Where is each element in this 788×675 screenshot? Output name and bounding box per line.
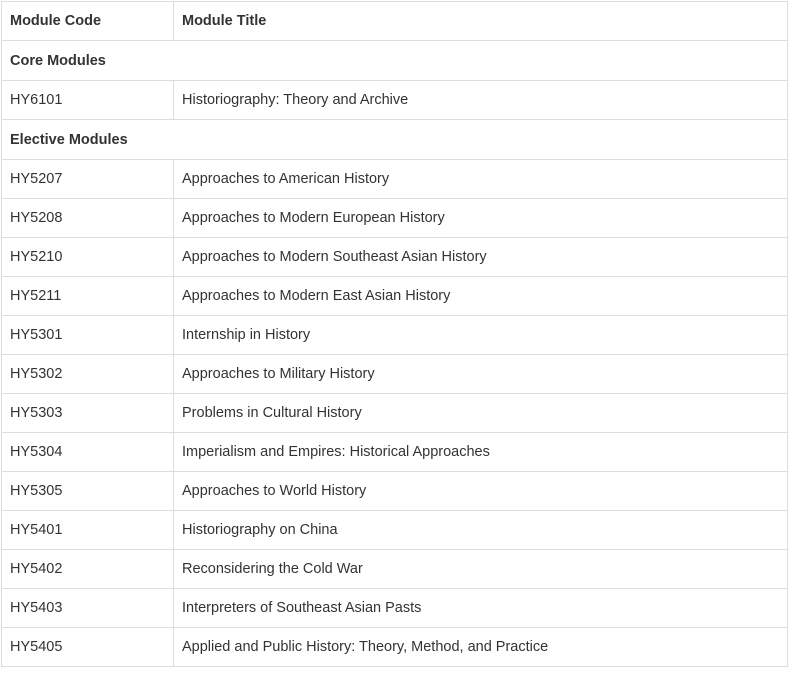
- table-row: [2, 550, 788, 589]
- table-row: [2, 355, 788, 394]
- section-heading-row-elective-modules: [2, 120, 788, 160]
- module-title-cell: Reconsidering the Cold War: [174, 550, 788, 589]
- module-title-cell: Historiography on China: [174, 511, 788, 550]
- module-title-cell: Approaches to Modern Southeast Asian History: [174, 238, 788, 277]
- section-heading: Core Modules: [2, 41, 788, 81]
- module-code-cell: HY5208: [2, 199, 174, 238]
- table-body: [2, 41, 788, 667]
- table-row: [2, 472, 788, 511]
- module-title-cell: Approaches to Modern European History: [174, 199, 788, 238]
- module-title-cell: Approaches to World History: [174, 472, 788, 511]
- table-row: [2, 277, 788, 316]
- module-code-cell: HY5210: [2, 238, 174, 277]
- module-title-cell: Approaches to Military History: [174, 355, 788, 394]
- module-title-cell: Historiography: Theory and Archive: [174, 81, 788, 120]
- table-row: [2, 589, 788, 628]
- module-title-cell: Internship in History: [174, 316, 788, 355]
- column-header-module-title: Module Title: [174, 2, 788, 41]
- table-row: [2, 511, 788, 550]
- module-code-cell: HY5211: [2, 277, 174, 316]
- header-row: [2, 2, 788, 41]
- table-row: [2, 238, 788, 277]
- module-code-cell: HY5401: [2, 511, 174, 550]
- module-code-cell: HY5403: [2, 589, 174, 628]
- module-code-cell: HY5301: [2, 316, 174, 355]
- table-row: [2, 628, 788, 667]
- module-title-cell: Approaches to Modern East Asian History: [174, 277, 788, 316]
- table-row: [2, 199, 788, 238]
- module-code-cell: HY5305: [2, 472, 174, 511]
- table-header: [2, 2, 788, 41]
- module-title-cell: Interpreters of Southeast Asian Pasts: [174, 589, 788, 628]
- module-title-cell: Applied and Public History: Theory, Method, and Practice: [174, 628, 788, 667]
- module-title-cell: Imperialism and Empires: Historical Approaches: [174, 433, 788, 472]
- module-code-cell: HY6101: [2, 81, 174, 120]
- modules-table: [1, 1, 788, 667]
- table-row: [2, 433, 788, 472]
- module-code-cell: HY5303: [2, 394, 174, 433]
- module-code-cell: HY5302: [2, 355, 174, 394]
- table-row: [2, 160, 788, 199]
- table-row: [2, 316, 788, 355]
- module-title-cell: Approaches to American History: [174, 160, 788, 199]
- column-header-module-code: Module Code: [2, 2, 174, 41]
- section-heading-row-core-modules: [2, 41, 788, 81]
- module-code-cell: HY5402: [2, 550, 174, 589]
- module-code-cell: HY5405: [2, 628, 174, 667]
- module-title-cell: Problems in Cultural History: [174, 394, 788, 433]
- section-heading: Elective Modules: [2, 120, 788, 160]
- table-row: [2, 81, 788, 120]
- module-code-cell: HY5207: [2, 160, 174, 199]
- table-row: [2, 394, 788, 433]
- module-code-cell: HY5304: [2, 433, 174, 472]
